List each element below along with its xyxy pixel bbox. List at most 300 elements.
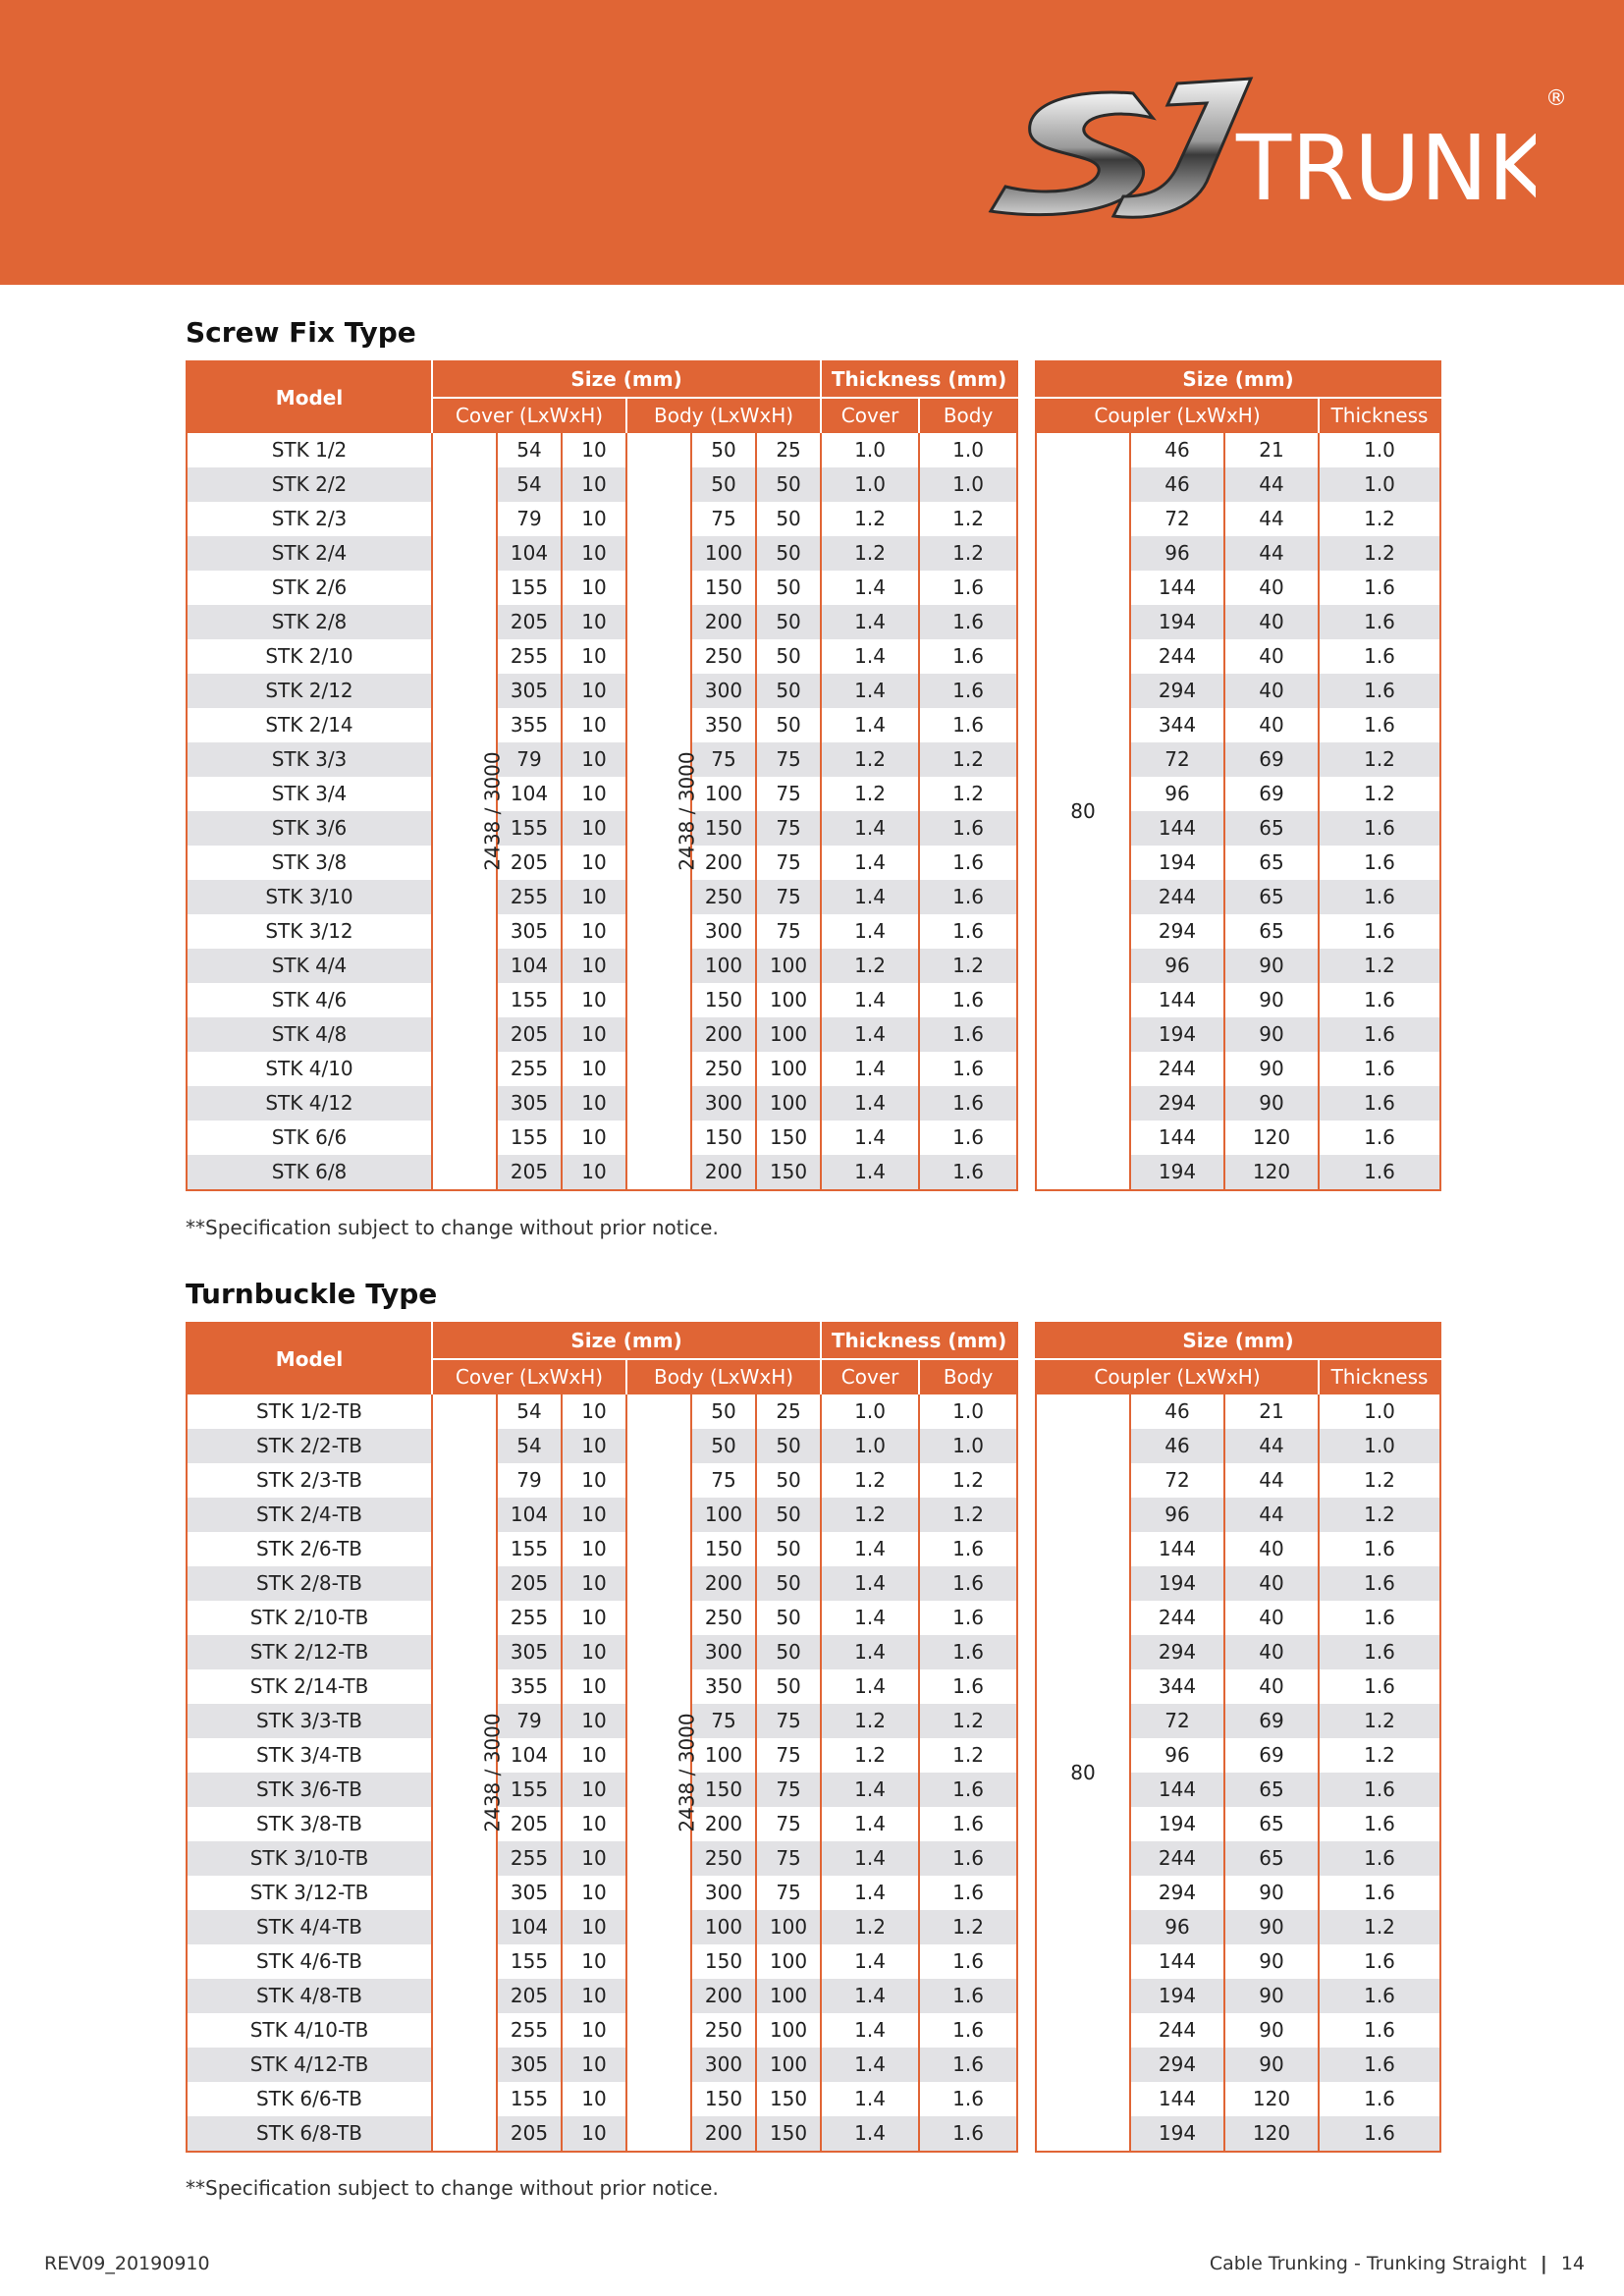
coupler-height-cell: 44: [1224, 1498, 1319, 1532]
cover-height-cell: 10: [562, 1773, 626, 1807]
coupler-thickness-cell: 1.2: [1319, 949, 1440, 983]
model-cell: STK 4/12-TB: [187, 2048, 432, 2082]
coupler-height-cell: 90: [1224, 983, 1319, 1017]
cover-height-cell: 10: [562, 2013, 626, 2048]
body-thickness-cell: 1.6: [919, 708, 1017, 742]
model-cell: STK 6/8: [187, 1155, 432, 1190]
cover-height-cell: 10: [562, 1635, 626, 1669]
cover-thickness-cell: 1.4: [821, 639, 919, 674]
cover-height-cell: 10: [562, 1155, 626, 1190]
coupler-thickness-cell: 1.6: [1319, 846, 1440, 880]
coupler-thickness-cell: 1.6: [1319, 2116, 1440, 2152]
coupler-thickness-cell: 1.6: [1319, 1086, 1440, 1121]
body-height-cell: 75: [756, 1876, 821, 1910]
coupler-width-cell: 294: [1130, 914, 1224, 949]
body-height-cell: 50: [756, 502, 821, 536]
model-cell: STK 4/4: [187, 949, 432, 983]
cover-thickness-cell: 1.2: [821, 1463, 919, 1498]
body-height-cell: 100: [756, 1017, 821, 1052]
body-height-cell: 100: [756, 949, 821, 983]
body-width-cell: 350: [691, 1669, 756, 1704]
table-row: [187, 1773, 1017, 1807]
cover-height-cell: 10: [562, 914, 626, 949]
body-thickness-cell: 1.6: [919, 1635, 1017, 1669]
table-row: [187, 2048, 1017, 2082]
coupler-thickness-cell: 1.0: [1319, 1429, 1440, 1463]
body-thickness-cell: 1.0: [919, 433, 1017, 467]
coupler-thickness-cell: 1.2: [1319, 536, 1440, 571]
body-width-cell: 300: [691, 1635, 756, 1669]
cover-length-value: 2438 / 3000: [480, 1712, 505, 1832]
cover-width-cell: 205: [497, 1807, 562, 1841]
coupler-thickness-cell: 1.6: [1319, 983, 1440, 1017]
coupler-width-cell: 344: [1130, 708, 1224, 742]
thickness-group-header: Thickness (mm): [821, 361, 1017, 398]
table-row: [187, 1704, 1017, 1738]
cover-width-cell: 155: [497, 983, 562, 1017]
table-row: [187, 1601, 1017, 1635]
body-thickness-cell: 1.2: [919, 536, 1017, 571]
coupler-thickness-cell: 1.6: [1319, 1979, 1440, 2013]
coupler-width-cell: 244: [1130, 880, 1224, 914]
body-width-cell: 100: [691, 1738, 756, 1773]
sjtrunk-logo: [986, 74, 1536, 231]
coupler-height-cell: 120: [1224, 2116, 1319, 2152]
coupler-width-cell: 96: [1130, 949, 1224, 983]
coupler-thickness-cell: 1.6: [1319, 1017, 1440, 1052]
body-thickness-cell: 1.6: [919, 880, 1017, 914]
cover-height-cell: 10: [562, 2116, 626, 2152]
cover-thickness-cell: 1.2: [821, 1498, 919, 1532]
coupler-thickness-header: Thickness: [1319, 1359, 1440, 1394]
body-width-cell: 75: [691, 502, 756, 536]
table-row: [187, 742, 1017, 777]
cover-height-cell: 10: [562, 502, 626, 536]
coupler-thickness-cell: 1.2: [1319, 1738, 1440, 1773]
coupler-width-cell: 144: [1130, 2082, 1224, 2116]
model-cell: STK 2/6: [271, 575, 348, 599]
body-thickness-cell: 1.0: [919, 467, 1017, 502]
table-row: [187, 502, 1017, 536]
coupler-header: Coupler (LxWxH): [1036, 398, 1319, 433]
body-height-cell: 50: [756, 708, 821, 742]
coupler-thickness-cell: 1.2: [1319, 777, 1440, 811]
model-cell: STK 2/3: [271, 507, 348, 530]
model-cell: STK 3/12-TB: [249, 1881, 369, 1904]
coupler-length-cell: 80: [1036, 433, 1130, 1190]
table-row: [187, 571, 1017, 605]
coupler-height-cell: 90: [1224, 949, 1319, 983]
table-row: [187, 1910, 1017, 1944]
coupler-height-cell: 44: [1224, 1463, 1319, 1498]
cover-thickness-cell: 1.4: [821, 2048, 919, 2082]
body-thickness-cell: 1.6: [919, 983, 1017, 1017]
body-width-cell: 300: [691, 1086, 756, 1121]
coupler-width-cell: 294: [1130, 1876, 1224, 1910]
cover-width-cell: 54: [497, 1429, 562, 1463]
body-width-cell: 150: [691, 2082, 756, 2116]
cover-width-cell: 205: [497, 1979, 562, 2013]
model-cell: STK 6/6-TB: [256, 2087, 362, 2110]
body-thickness-cell: 1.6: [919, 914, 1017, 949]
cover-width-cell: 155: [497, 571, 562, 605]
coupler-thickness-cell: 1.6: [1319, 1773, 1440, 1807]
footer-page-info: [1210, 2253, 1585, 2274]
size-group-header: Size (mm): [432, 361, 821, 398]
model-cell: STK 3/4: [271, 782, 348, 805]
cover-thickness-cell: 1.4: [821, 811, 919, 846]
coupler-height-cell: 65: [1224, 880, 1319, 914]
cover-height-cell: 10: [562, 1669, 626, 1704]
cover-width-cell: 54: [497, 433, 562, 467]
body-height-cell: 150: [756, 2116, 821, 2152]
cover-height-cell: 10: [562, 1910, 626, 1944]
cover-thickness-cell: 1.4: [821, 1601, 919, 1635]
model-cell: STK 2/4: [187, 536, 432, 571]
coupler-size-group-header: Size (mm): [1036, 1323, 1440, 1359]
body-thickness-cell: 1.6: [919, 1841, 1017, 1876]
coupler-width-cell: 46: [1130, 1394, 1224, 1429]
cover-height-cell: 10: [562, 1601, 626, 1635]
coupler-height-cell: 65: [1224, 914, 1319, 949]
body-height-cell: 100: [756, 1979, 821, 2013]
cover-width-cell: 155: [497, 1532, 562, 1566]
coupler-thickness-cell: 1.6: [1319, 1052, 1440, 1086]
body-thickness-cell: 1.6: [919, 2013, 1017, 2048]
cover-thickness-cell: 1.4: [821, 1944, 919, 1979]
coupler-height-cell: 44: [1224, 1429, 1319, 1463]
header-row: [1036, 361, 1440, 398]
cover-width-cell: 79: [497, 502, 562, 536]
cover-thickness-cell: 1.2: [821, 1704, 919, 1738]
body-thickness-cell: 1.0: [919, 1429, 1017, 1463]
body-thickness-cell: 1.2: [919, 742, 1017, 777]
coupler-height-cell: 65: [1224, 811, 1319, 846]
cover-width-cell: 79: [497, 742, 562, 777]
body-width-cell: 150: [691, 1773, 756, 1807]
cover-height-cell: 10: [562, 1876, 626, 1910]
body-thickness-cell: 1.6: [919, 2116, 1017, 2152]
coupler-thickness-cell: 1.0: [1319, 467, 1440, 502]
model-cell: STK 4/10: [265, 1057, 353, 1080]
body-thickness-cell: 1.6: [919, 1669, 1017, 1704]
cover-height-cell: 10: [562, 1429, 626, 1463]
table-row: [187, 639, 1017, 674]
cover-thickness-cell: 1.4: [821, 1876, 919, 1910]
model-cell: STK 3/10: [187, 880, 432, 914]
table-row: [187, 467, 1017, 502]
model-cell: STK 2/10: [265, 644, 353, 668]
coupler-width-cell: 144: [1130, 571, 1224, 605]
model-cell: STK 2/12: [187, 674, 432, 708]
coupler-width-cell: 344: [1130, 1669, 1224, 1704]
body-height-cell: 75: [756, 742, 821, 777]
cover-thickness-cell: 1.4: [821, 880, 919, 914]
body-height-cell: 75: [756, 880, 821, 914]
coupler-height-cell: 69: [1224, 1738, 1319, 1773]
cover-width-cell: 255: [497, 1052, 562, 1086]
cover-thickness-header: Cover: [821, 398, 919, 433]
body-height-cell: 50: [756, 1601, 821, 1635]
coupler-width-cell: 244: [1130, 639, 1224, 674]
coupler-height-cell: 44: [1224, 467, 1319, 502]
body-height-cell: 50: [756, 1498, 821, 1532]
body-height-cell: 50: [756, 1669, 821, 1704]
model-cell: STK 3/8: [271, 850, 348, 874]
model-cell: STK 2/4-TB: [187, 1498, 432, 1532]
coupler-thickness-cell: 1.2: [1319, 1910, 1440, 1944]
coupler-header: Coupler (LxWxH): [1036, 1359, 1319, 1394]
cover-thickness-cell: 1.0: [821, 1429, 919, 1463]
coupler-height-cell: 65: [1224, 1841, 1319, 1876]
body-thickness-cell: 1.6: [919, 674, 1017, 708]
model-cell: STK 3/12: [265, 919, 353, 943]
body-height-cell: 100: [756, 2013, 821, 2048]
table-row: [187, 1017, 1017, 1052]
body-width-cell: 150: [691, 811, 756, 846]
body-thickness-cell: 1.6: [919, 1979, 1017, 2013]
cover-width-cell: 54: [497, 1394, 562, 1429]
body-thickness-cell: 1.2: [919, 949, 1017, 983]
cover-width-cell: 104: [497, 1738, 562, 1773]
model-cell: STK 4/10-TB: [249, 2018, 369, 2042]
cover-thickness-cell: 1.4: [821, 1052, 919, 1086]
header-banner: [0, 0, 1624, 285]
cover-height-cell: 10: [562, 1017, 626, 1052]
coupler-width-cell: 46: [1130, 433, 1224, 467]
cover-thickness-cell: 1.4: [821, 1121, 919, 1155]
size-group-header: Size (mm): [432, 1323, 821, 1359]
body-thickness-cell: 1.6: [919, 1566, 1017, 1601]
cover-height-cell: 10: [562, 2048, 626, 2082]
body-height-cell: 150: [756, 1121, 821, 1155]
body-width-cell: 200: [691, 605, 756, 639]
cover-height-cell: 10: [562, 536, 626, 571]
coupler-width-cell: 144: [1130, 1532, 1224, 1566]
body-width-cell: 300: [691, 2048, 756, 2082]
model-cell: STK 2/6-TB: [256, 1537, 362, 1560]
table-row: [187, 1155, 1017, 1190]
coupler-thickness-cell: 1.2: [1319, 502, 1440, 536]
body-height-cell: 50: [756, 571, 821, 605]
cover-width-cell: 305: [497, 914, 562, 949]
cover-thickness-cell: 1.0: [821, 433, 919, 467]
model-cell: STK 2/2-TB: [187, 1429, 432, 1463]
cover-thickness-cell: 1.4: [821, 1979, 919, 2013]
section-title-screw-fix: Screw Fix Type: [186, 316, 416, 349]
coupler-thickness-cell: 1.6: [1319, 639, 1440, 674]
coupler-thickness-cell: 1.6: [1319, 914, 1440, 949]
body-height-cell: 75: [756, 777, 821, 811]
body-thickness-cell: 1.6: [919, 605, 1017, 639]
cover-width-cell: 255: [497, 1841, 562, 1876]
table-row: [187, 1121, 1017, 1155]
coupler-width-cell: 194: [1130, 1155, 1224, 1190]
cover-height-cell: 10: [562, 1532, 626, 1566]
table-row: [187, 1429, 1017, 1463]
coupler-width-cell: 294: [1130, 1635, 1224, 1669]
table-row: [187, 983, 1017, 1017]
coupler-width-cell: 194: [1130, 1566, 1224, 1601]
cover-width-cell: 79: [497, 1704, 562, 1738]
body-width-cell: 300: [691, 914, 756, 949]
coupler-thickness-cell: 1.6: [1319, 811, 1440, 846]
coupler-width-cell: 194: [1130, 1979, 1224, 2013]
table-row: [187, 674, 1017, 708]
model-cell: STK 3/3: [187, 742, 432, 777]
body-header: Body (LxWxH): [626, 398, 821, 433]
cover-width-cell: 79: [497, 1463, 562, 1498]
cover-thickness-cell: 1.2: [821, 777, 919, 811]
cover-width-cell: 305: [497, 1086, 562, 1121]
cover-thickness-cell: 1.4: [821, 571, 919, 605]
coupler-height-cell: 69: [1224, 1704, 1319, 1738]
body-thickness-header: Body: [919, 1359, 1017, 1394]
table-row: [187, 880, 1017, 914]
model-cell: STK 4/8: [187, 1017, 432, 1052]
body-thickness-cell: 1.6: [919, 571, 1017, 605]
cover-thickness-cell: 1.0: [821, 467, 919, 502]
coupler-thickness-cell: 1.6: [1319, 1841, 1440, 1876]
coupler-height-cell: 120: [1224, 2082, 1319, 2116]
cover-height-cell: 10: [562, 1394, 626, 1429]
cover-width-cell: 104: [497, 777, 562, 811]
cover-length-value: 2438 / 3000: [480, 750, 505, 871]
coupler-width-cell: 244: [1130, 1601, 1224, 1635]
coupler-height-cell: 90: [1224, 1052, 1319, 1086]
cover-width-cell: 205: [497, 846, 562, 880]
body-width-cell: 150: [691, 1121, 756, 1155]
page-number: 14: [1560, 2253, 1585, 2274]
body-width-cell: 50: [691, 1394, 756, 1429]
coupler-thickness-cell: 1.6: [1319, 674, 1440, 708]
body-thickness-cell: 1.6: [919, 1052, 1017, 1086]
model-cell: STK 4/6: [271, 988, 348, 1011]
turnbuckle-size-table: [186, 1322, 1018, 2153]
body-thickness-cell: 1.6: [919, 1086, 1017, 1121]
body-length-value: 2438 / 3000: [675, 1712, 699, 1832]
body-width-cell: 200: [691, 1979, 756, 2013]
body-width-cell: 200: [691, 846, 756, 880]
coupler-size-group-header: Size (mm): [1036, 361, 1440, 398]
coupler-width-cell: 144: [1130, 1773, 1224, 1807]
body-height-cell: 50: [756, 1429, 821, 1463]
body-width-cell: 75: [691, 1463, 756, 1498]
svg-text:TRUNK: TRUNK: [1236, 116, 1536, 221]
model-cell: STK 2/14-TB: [249, 1674, 369, 1698]
cover-width-cell: 104: [497, 1498, 562, 1532]
model-cell: STK 6/6: [271, 1125, 348, 1149]
cover-width-cell: 155: [497, 2082, 562, 2116]
coupler-width-cell: 96: [1130, 1910, 1224, 1944]
body-height-cell: 150: [756, 1155, 821, 1190]
coupler-thickness-cell: 1.6: [1319, 708, 1440, 742]
cover-height-cell: 10: [562, 1704, 626, 1738]
body-width-cell: 200: [691, 1807, 756, 1841]
body-height-cell: 75: [756, 1841, 821, 1876]
body-width-cell: 150: [691, 983, 756, 1017]
cover-height-cell: 10: [562, 811, 626, 846]
body-thickness-cell: 1.6: [919, 1944, 1017, 1979]
model-header: Model: [187, 1323, 432, 1394]
table-row: [187, 1738, 1017, 1773]
cover-thickness-cell: 1.4: [821, 1773, 919, 1807]
coupler-width-cell: 244: [1130, 2013, 1224, 2048]
body-height-cell: 25: [756, 433, 821, 467]
cover-height-cell: 10: [562, 605, 626, 639]
coupler-width-cell: 194: [1130, 1017, 1224, 1052]
body-thickness-cell: 1.2: [919, 777, 1017, 811]
cover-height-cell: 10: [562, 1944, 626, 1979]
body-width-cell: 250: [691, 2013, 756, 2048]
body-width-cell: 250: [691, 880, 756, 914]
cover-header: Cover (LxWxH): [432, 398, 626, 433]
body-thickness-cell: 1.6: [919, 1532, 1017, 1566]
coupler-thickness-cell: 1.6: [1319, 1601, 1440, 1635]
table-row: [187, 949, 1017, 983]
coupler-width-cell: 46: [1130, 1429, 1224, 1463]
coupler-height-cell: 40: [1224, 1532, 1319, 1566]
cover-thickness-cell: 1.4: [821, 2013, 919, 2048]
body-thickness-cell: 1.2: [919, 1498, 1017, 1532]
cover-length-cell: [432, 433, 505, 1190]
body-width-cell: 300: [691, 1876, 756, 1910]
body-width-cell: 250: [691, 1841, 756, 1876]
coupler-height-cell: 40: [1224, 1635, 1319, 1669]
model-header: Model: [187, 361, 432, 433]
body-height-cell: 100: [756, 1086, 821, 1121]
table-row: [187, 1876, 1017, 1910]
cover-height-cell: 10: [562, 1086, 626, 1121]
model-cell: STK 6/8-TB: [187, 2116, 432, 2152]
coupler-thickness-cell: 1.6: [1319, 1121, 1440, 1155]
model-cell: STK 3/8-TB: [256, 1812, 362, 1835]
coupler-width-cell: 72: [1130, 1463, 1224, 1498]
cover-thickness-header: Cover: [821, 1359, 919, 1394]
body-width-cell: 200: [691, 1155, 756, 1190]
cover-width-cell: 255: [497, 639, 562, 674]
table-row: [187, 433, 1017, 467]
coupler-height-cell: 44: [1224, 502, 1319, 536]
model-cell: STK 4/8-TB: [187, 1979, 432, 2013]
body-width-cell: 100: [691, 949, 756, 983]
body-width-cell: 100: [691, 536, 756, 571]
cover-height-cell: 10: [562, 708, 626, 742]
coupler-thickness-cell: 1.2: [1319, 1704, 1440, 1738]
coupler-width-cell: 96: [1130, 777, 1224, 811]
coupler-height-cell: 65: [1224, 1773, 1319, 1807]
body-length-cell: [626, 1394, 699, 2152]
model-cell: STK 4/4-TB: [187, 1910, 432, 1944]
coupler-width-cell: 194: [1130, 1807, 1224, 1841]
table-row: [187, 1979, 1017, 2013]
body-width-cell: 200: [691, 2116, 756, 2152]
footer-section: Cable Trunking - Trunking Straight: [1209, 2253, 1527, 2274]
coupler-height-cell: 90: [1224, 1944, 1319, 1979]
table-row: [187, 811, 1017, 846]
cover-thickness-cell: 1.4: [821, 983, 919, 1017]
coupler-height-cell: 44: [1224, 536, 1319, 571]
body-thickness-cell: 1.0: [919, 1394, 1017, 1429]
table-row: [187, 846, 1017, 880]
body-height-cell: 50: [756, 639, 821, 674]
model-cell: STK 2/12-TB: [187, 1635, 432, 1669]
body-height-cell: 50: [756, 1635, 821, 1669]
table-row: [187, 1086, 1017, 1121]
body-width-cell: 200: [691, 1566, 756, 1601]
cover-height-cell: 10: [562, 983, 626, 1017]
coupler-thickness-cell: 1.6: [1319, 1155, 1440, 1190]
